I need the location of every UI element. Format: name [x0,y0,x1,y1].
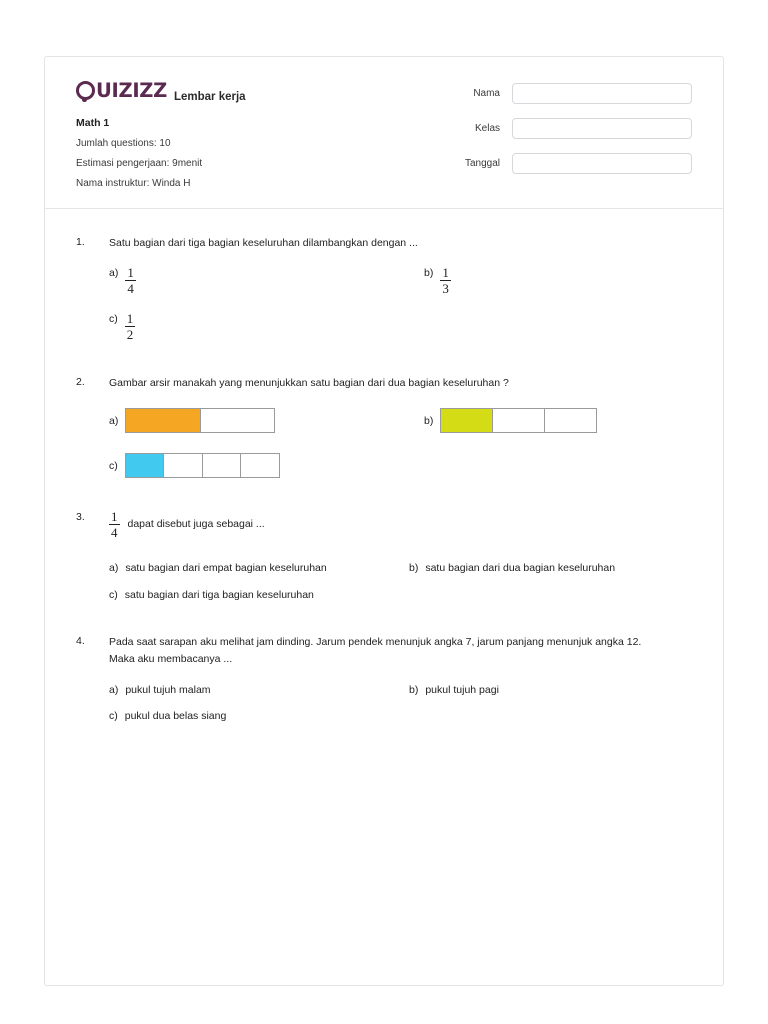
field-row-kelas [397,118,692,139]
field-row-nama [397,83,692,104]
question-2-option-a-tag: a) [109,414,119,427]
question-2-number: 2. [76,376,85,388]
bar-cell-empty [493,409,545,432]
question-4-option-b-label: pukul tujuh pagi [425,683,499,696]
question-4-option-c-label: pukul dua belas siang [124,710,227,723]
question-4-option-a-label: pukul tujuh malam [125,683,211,696]
question-1-option-a[interactable] [109,266,424,295]
question-2-option-b-tag: b) [424,414,434,427]
question-2 [76,375,692,478]
question-3-fraction [109,510,120,539]
question-3-option-a-label: satu bagian dari empat bagian keseluruhan [125,562,327,574]
bar-cell-filled [126,409,201,432]
worksheet-label: Lembar kerja [173,91,246,104]
quizizz-logo [76,81,167,101]
question-3-option-a-tag: a) [109,562,119,574]
question-4-option-b[interactable] [409,683,692,699]
question-1-option-row-2 [109,312,692,341]
question-1-option-b-tag: b) [424,267,434,279]
worksheet-page [44,56,724,986]
field-label-nama: Nama [473,88,500,99]
question-2-options [76,408,692,478]
question-2-option-b[interactable] [424,408,692,433]
question-4-option-row-2 [109,709,692,725]
sheet-title: Math 1 [76,117,110,129]
question-2-option-row-1 [109,408,692,433]
question-4-option-c-tag: c) [109,710,118,723]
question-2-option-a-bar [125,408,275,433]
question-3-option-row-1 [109,561,692,577]
question-3-option-b[interactable] [409,561,692,577]
question-3-text-after: dapat disebut juga sebagai ... [127,518,265,530]
brand-row [76,81,246,103]
question-1-option-c-tag: c) [109,313,118,325]
question-4-option-c[interactable] [109,709,409,725]
quizizz-logo-text: UIZIZZ [96,79,167,102]
fraction-denominator: 4 [127,281,134,296]
name-input[interactable] [512,83,692,104]
fraction-numerator: 1 [442,265,449,280]
question-1-text: Satu bagian dari tiga bagian keseluruhan dilambangkan dengan ... [109,237,418,249]
question-1-option-a-tag: a) [109,267,119,279]
bar-cell-empty [241,454,279,477]
meta-instructor-name: Nama instruktur: Winda H [76,178,191,189]
question-1-option-b[interactable] [424,266,692,295]
question-3-options [76,561,692,604]
worksheet-meta [76,117,202,198]
question-3-text [109,510,265,539]
question-1 [76,235,692,341]
date-input[interactable] [512,153,692,174]
question-4-number: 4. [76,634,85,647]
questions-container [45,209,723,725]
question-2-text: Gambar arsir manakah yang menunjukkan satu bagian dari dua bagian keseluruhan ? [109,377,509,389]
question-1-number: 1. [76,236,85,248]
question-2-option-c[interactable] [109,453,424,478]
question-2-option-b-bar [440,408,597,433]
fraction-denominator: 2 [126,327,134,342]
question-4-option-b-tag: b) [409,683,419,696]
question-2-option-c-tag: c) [109,459,118,472]
question-4-option-a[interactable] [109,683,409,699]
question-2-option-a[interactable] [109,408,424,433]
question-1-option-a-value [125,266,136,295]
question-4-text: Pada saat sarapan aku melihat jam dinding. Jarum pendek menunjuk angka 7, jarum panjang menunjuk angka 12. Maka aku membacanya ... [109,635,642,665]
fraction [125,266,136,295]
field-label-tanggal: Tanggal [464,158,500,169]
question-3-option-c-label: satu bagian dari tiga bagian keseluruhan [124,588,314,601]
fraction-numerator: 1 [126,311,134,326]
question-3-option-row-2 [109,588,692,604]
bar-cell-filled [126,454,165,477]
class-input[interactable] [512,118,692,139]
question-1-option-c-value [125,312,136,341]
bar-cell-empty [164,454,203,477]
question-4-option-row-1 [109,683,692,699]
question-3-option-c-tag: c) [109,588,118,601]
question-4-option-a-tag: a) [109,683,119,696]
question-2-option-c-bar [125,453,280,478]
question-1-option-b-value [440,266,451,295]
bar-cell-empty [203,454,242,477]
question-2-option-row-2 [109,453,692,478]
bar-cell-empty [201,409,275,432]
quizizz-logo-q-icon [76,81,95,100]
meta-estimated-time: Estimasi pengerjaan: 9menit [76,158,203,169]
question-4 [76,634,692,726]
fraction-numerator: 1 [111,509,118,524]
question-3-option-a[interactable] [109,561,409,577]
question-3-option-c[interactable] [109,588,409,604]
student-info-fields [397,83,692,188]
question-3-option-b-tag: b) [409,562,419,574]
question-3-option-b-label: satu bagian dari dua bagian keseluruhan [425,562,616,574]
question-4-options [76,683,692,726]
question-3-number: 3. [76,511,85,523]
fraction-numerator: 1 [127,265,134,280]
bar-cell-empty [545,409,596,432]
field-label-kelas: Kelas [474,123,500,134]
fraction-denominator: 3 [442,281,449,296]
field-row-tanggal [397,153,692,174]
question-1-options [76,266,692,341]
question-1-option-row-1 [109,266,692,295]
fraction-denominator: 4 [111,525,118,540]
fraction [125,312,136,341]
question-1-option-c[interactable] [109,312,424,341]
fraction [440,266,451,295]
question-3 [76,510,692,604]
worksheet-header [45,57,723,209]
bar-cell-filled [441,409,493,432]
meta-question-count: Jumlah questions: 10 [76,138,171,149]
